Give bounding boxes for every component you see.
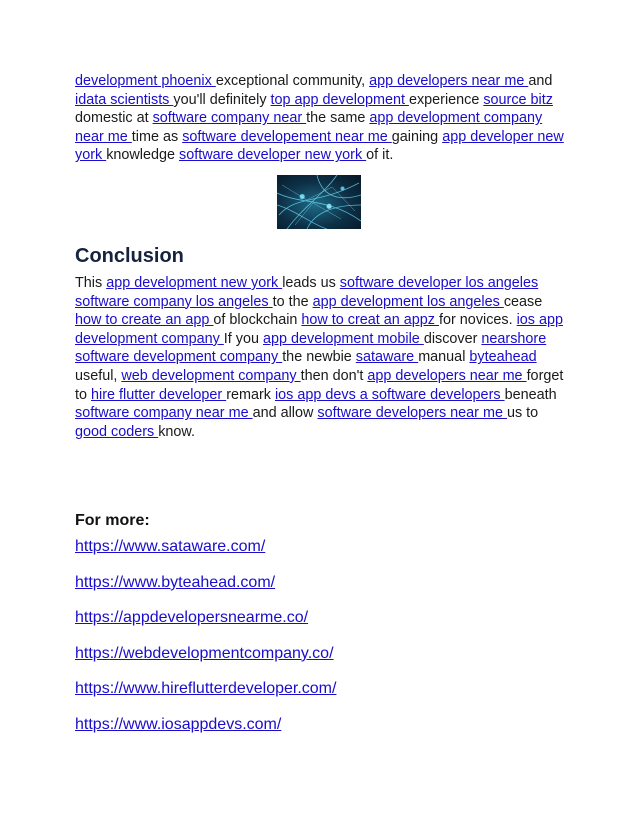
link-how-to-create-an-app[interactable]: how to create an app [75,312,214,329]
link-app-development-mobile[interactable]: app development mobile [263,330,424,347]
link-app-development-los-angeles[interactable]: app development los angeles [312,293,504,310]
more-link-www-hireflutterdeveloper-com[interactable]: https://www.hireflutterdeveloper.com/ [75,680,337,698]
body-text: of blockchain [213,312,302,329]
link-software-developement-near-me[interactable]: software developement near me [182,128,392,145]
body-text: know. [158,423,196,440]
body-text: discover [423,330,482,347]
body-text: and [528,73,553,89]
body-text: us to [506,405,539,422]
body-text: useful, [75,367,122,384]
link-web-development-company[interactable]: web development company [121,367,301,384]
link-sataware[interactable]: sataware [355,349,419,366]
body-text: remark [226,386,275,403]
body-text: forget to [75,367,564,403]
more-link-www-sataware-com[interactable]: https://www.sataware.com/ [75,538,266,556]
more-link-www-iosappdevs-com[interactable]: https://www.iosappdevs.com/ [75,715,282,733]
link-hire-flutter-developer[interactable]: hire flutter developer [91,386,227,403]
link-top-app-development[interactable]: top app development [270,91,409,108]
body-text: gaining [391,128,443,145]
body-text: cease [503,293,543,310]
body-text: knowledge [106,147,179,164]
body-text: the same [306,110,370,127]
link-nearshore-software-development-company[interactable]: nearshore software development company [75,330,547,366]
body-text: leads us [282,274,340,291]
link-idata-scientists[interactable]: idata scientists [75,91,174,108]
more-link-appdevelopersnearme-co[interactable]: https://appdevelopersnearme.co/ [75,609,309,627]
body-text: of it. [366,147,394,164]
link-development-phoenix[interactable]: development phoenix [75,73,216,89]
link-app-development-new-york[interactable]: app development new york [106,274,283,291]
blue-network-image [277,175,361,229]
link-app-developers-near-me[interactable]: app developers near me [367,367,527,384]
conclusion-heading: Conclusion [75,244,184,267]
link-byteahead[interactable]: byteahead [469,349,537,366]
link-software-developer-new-york[interactable]: software developer new york [179,147,367,164]
more-link-webdevelopmentcompany-co[interactable]: https://webdevelopmentcompany.co/ [75,644,334,662]
body-text: beneath [504,386,557,403]
body-text: exceptional community, [215,73,370,89]
link-app-development-company-near-me[interactable]: app development company near me [75,110,543,145]
link-software-developers-near-me[interactable]: software developers near me [317,405,507,422]
link-software-company-near[interactable]: software company near [152,110,307,127]
for-more-links [75,537,565,735]
link-source-bitz[interactable]: source bitz [483,91,553,108]
more-link-www-byteahead-com[interactable]: https://www.byteahead.com/ [75,573,276,591]
body-text: experience [408,91,484,108]
body-text: This [75,274,107,291]
link-software-company-near-me[interactable]: software company near me [75,405,253,422]
link-how-to-creat-an-appz[interactable]: how to creat an appz [301,312,440,329]
link-ios-app-development-company[interactable]: ios app development company [75,312,564,347]
conclusion-paragraph [75,274,565,441]
body-text: and allow [252,405,318,422]
link-app-developers-near-me[interactable]: app developers near me [369,73,529,89]
link-app-developer-new-york[interactable]: app developer new york [75,128,564,164]
body-text: time as [131,128,183,145]
body-text: to the [272,293,313,310]
body-text: domestic at [75,110,153,127]
for-more-heading: For more: [75,512,150,530]
body-text: you'll definitely [173,91,271,108]
link-good-coders[interactable]: good coders [75,423,159,440]
body-text: then don't [300,367,368,384]
body-text: If you [223,330,263,347]
body-text: manual [418,349,470,366]
intro-paragraph [75,72,565,165]
link-software-developer-los-angeles-software-company-los-angeles[interactable]: software developer los angeles software company los angeles [75,274,539,310]
body-text: the newbie [282,349,356,366]
link-ios-app-devs-a-software-developers[interactable]: ios app devs a software developers [274,386,505,403]
body-text: for novices. [439,312,517,329]
document-page [75,72,565,750]
